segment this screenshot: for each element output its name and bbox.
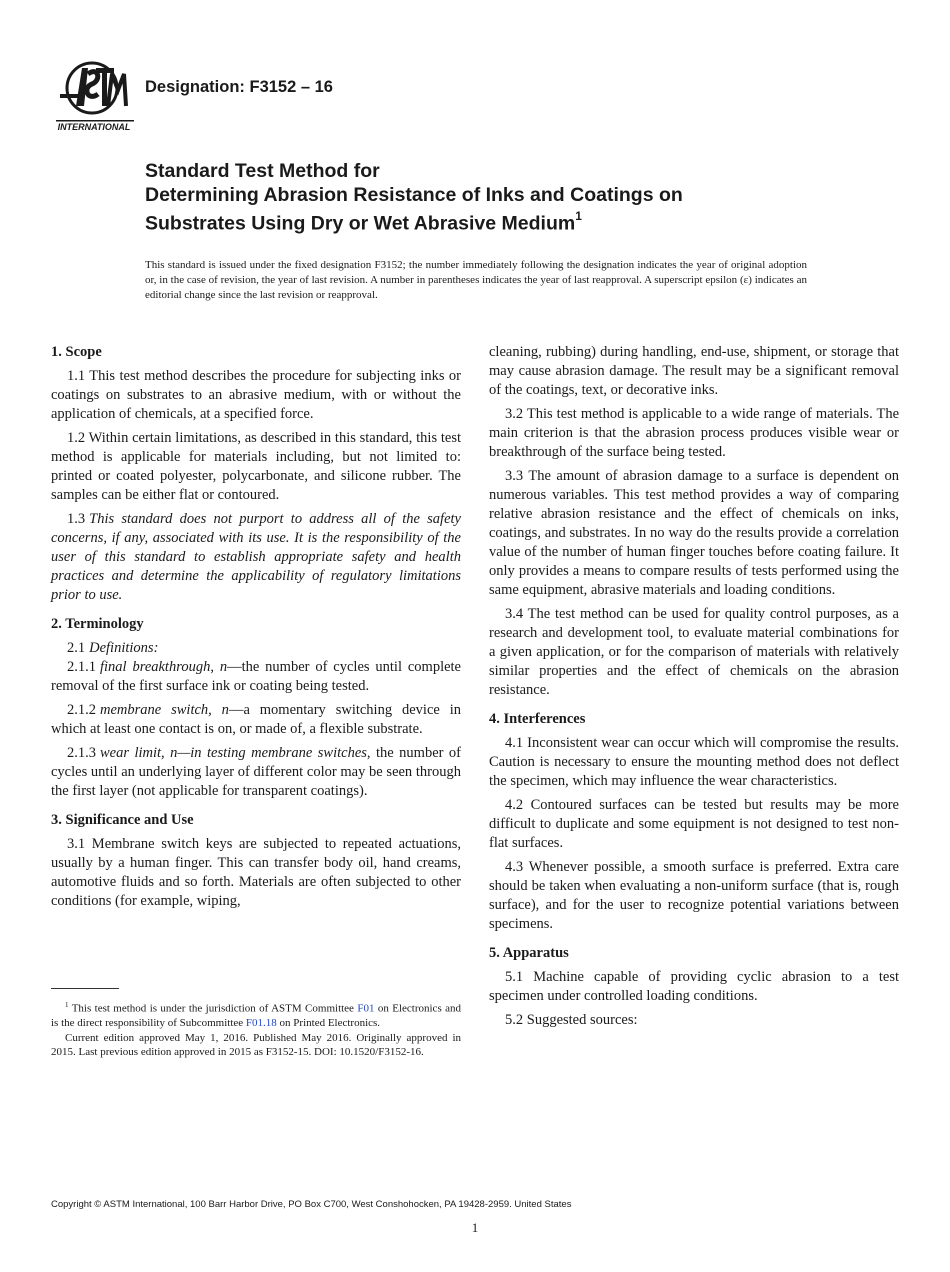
paragraph-3-4: 3.4 The test method can be used for quality control purposes, as a research and development tool, to evaluate material combinations for a given application, or for the comparison of materials with relatively similar properties and the effect of chemicals on the abrasion resistance. xyxy=(489,606,899,698)
footnote-text: on Printed Electronics. xyxy=(276,1017,381,1030)
definitions-label: Definitions: xyxy=(89,640,159,656)
defined-term: wear limit, n—in testing membrane switches xyxy=(100,745,367,761)
footnote-mark: 1 xyxy=(65,1001,69,1009)
definition-text: —the number of cycles until complete removal of the first surface ink or coating being tested. xyxy=(51,659,461,694)
paragraph-4-2: 4.2 Contoured surfaces can be tested but results may be more difficult to duplicate and some equipment is not designed to test non-flat surfaces. xyxy=(489,797,899,851)
defined-term: final breakthrough, n xyxy=(100,659,228,675)
paragraph-number: 2.1 xyxy=(67,640,86,656)
title-line-1: Standard Test Method for xyxy=(145,160,380,182)
footnote xyxy=(51,998,461,1060)
definition-wear-limit xyxy=(51,744,461,801)
title-footnote-mark[interactable]: 1 xyxy=(575,209,582,223)
issuance-note: This standard is issued under the fixed designation F3152; the number immediately following the designation indicates the year of original adoption or, in the case of revision, the year of last revision. A number in parentheses indicates the year of last reapproval. A superscript epsilon (ε) indicates an editorial change since the last revision or reapproval. xyxy=(145,259,807,301)
section-heading-significance: 3. Significance and Use xyxy=(51,812,194,828)
left-column xyxy=(51,343,461,916)
paragraph-4-1: 4.1 Inconsistent wear can occur which will compromise the results. Caution is necessary to ensure the mounting method does not deflect the specimen, which may influence the wear characteristics. xyxy=(489,735,899,789)
title-line-3 xyxy=(145,207,865,236)
paragraph-2-1 xyxy=(51,639,461,658)
paragraph-3-1-start: 3.1 Membrane switch keys are subjected to repeated actuations, usually by a human finger. This can transfer body oil, hand creams, automotive fluids and so forth. Materials are often subjected to other conditions (for example, wiping, xyxy=(51,836,461,909)
title-line-2: Determining Abrasion Resistance of Inks and Coatings on xyxy=(145,183,683,206)
definition-membrane-switch xyxy=(51,701,461,739)
paragraph-1-3 xyxy=(51,510,461,605)
section-heading-terminology: 2. Terminology xyxy=(51,616,144,632)
safety-caveat: This standard does not purport to address all of the safety concerns, if any, associated with its use. It is the responsibility of the user of this standard to establish appropriate safety and health practices and determine the applicability of regulatory limitations prior to use. xyxy=(51,511,461,603)
copyright-notice: Copyright © ASTM International, 100 Barr Harbor Drive, PO Box C700, West Conshohocken, PA 19428-2959. United States xyxy=(51,1199,572,1210)
page-number: 1 xyxy=(471,1220,479,1235)
committee-link[interactable]: F01 xyxy=(357,1002,375,1015)
footnote-divider xyxy=(51,988,119,989)
paragraph-3-1-continued: cleaning, rubbing) during handling, end-use, shipment, or storage that may cause abrasion damage. The result may be a significant removal of the coatings, text, or decorative inks. xyxy=(489,344,899,398)
footnote-edition: Current edition approved May 1, 2016. Published May 2016. Originally approved in 2015. Last previous edition approved in 2015 as F3152-15. DOI: 10.1520/F3152-16. xyxy=(51,1031,461,1059)
paragraph-number: 1.3 xyxy=(67,511,86,527)
paragraph-number: 2.1.2 xyxy=(67,702,96,718)
footnote-text: This test method is under the jurisdiction of ASTM Committee xyxy=(71,1002,358,1015)
section-heading-apparatus: 5. Apparatus xyxy=(489,945,569,961)
definition-text: —a momentary switching device in which at least one contact is on, or made of, a flexible substrate. xyxy=(51,702,461,737)
paragraph-1-1: 1.1 This test method describes the procedure for subjecting inks or coatings on substrates to an abrasive medium, with or without the application of chemicals, at a specified force. xyxy=(51,368,461,422)
footnote-text: on Electronics and is the direct responsibility of Subcommittee xyxy=(51,1002,461,1030)
paragraph-number: 2.1.1 xyxy=(67,659,96,675)
paragraph-5-2: 5.2 Suggested sources: xyxy=(505,1012,638,1028)
paragraph-number: 2.1.3 xyxy=(67,745,96,761)
paragraph-4-3: 4.3 Whenever possible, a smooth surface is preferred. Extra care should be taken when evaluating a non-uniform surface (that is, rough surface), and for the user to recognize potential variations between specimens. xyxy=(489,859,899,932)
paragraph-5-1: 5.1 Machine capable of providing cyclic abrasion to a test specimen under controlled loading conditions. xyxy=(489,969,899,1004)
paragraph-1-2: 1.2 Within certain limitations, as described in this standard, this test method is applicable for materials including, but not limited to: printed or coated polyester, polycarbonate, and silicone rubber. The samples can be either flat or contoured. xyxy=(51,430,461,503)
defined-term: membrane switch, n xyxy=(100,702,229,718)
section-heading-scope: 1. Scope xyxy=(51,344,102,360)
astm-logo xyxy=(52,58,136,134)
paragraph-3-3: 3.3 The amount of abrasion damage to a surface is dependent on numerous variables. This test method provides a way of comparing relative abrasion resistance and the effect of chemicals on inks, coatings, and substrates. In no way do the results provide a correlation value of the number of human finger touches before coating failure. It only provides a means to compare results of tests performed using the same equipment, abrasive materials and loading conditions. xyxy=(489,468,899,598)
paragraph-3-2: 3.2 This test method is applicable to a wide range of materials. The main criterion is that the abrasion process produces visible wear or breakthrough of the surface being tested. xyxy=(489,406,899,460)
subcommittee-link[interactable]: F01.18 xyxy=(245,1017,277,1030)
document-title xyxy=(145,160,865,236)
footnote-jurisdiction xyxy=(51,998,461,1031)
right-column xyxy=(489,343,899,1035)
section-heading-interferences: 4. Interferences xyxy=(489,711,586,727)
title-line-3-text: Substrates Using Dry or Wet Abrasive Medium xyxy=(145,212,576,235)
definition-final-breakthrough xyxy=(51,658,461,696)
svg-text:INTERNATIONAL: INTERNATIONAL xyxy=(57,122,131,132)
designation: Designation: F3152 – 16 xyxy=(145,78,333,96)
definition-text: , the number of cycles until an underlying layer of different color may be seen through the first layer (not applicable for transparent coatings). xyxy=(51,745,461,799)
